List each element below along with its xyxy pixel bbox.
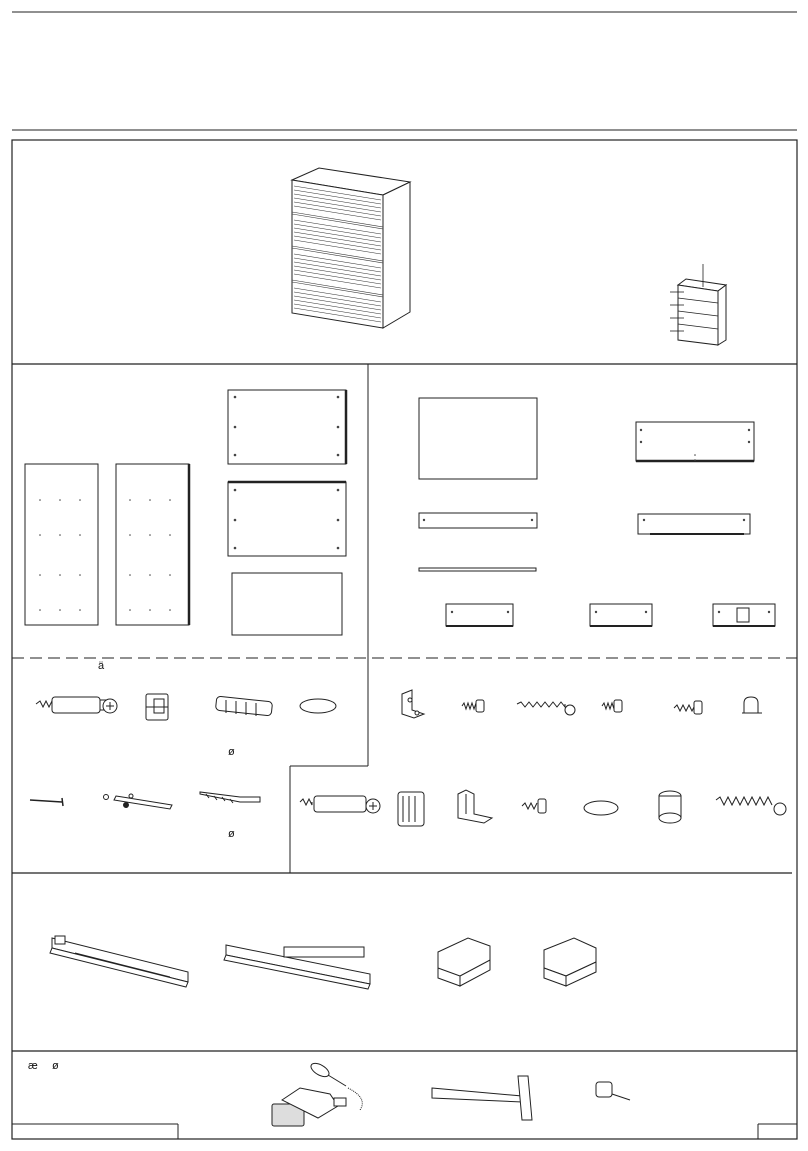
label-o-slash-2: ø	[228, 828, 235, 840]
label-o-slash-1: ø	[228, 746, 235, 758]
tools-label-o: ø	[52, 1060, 59, 1072]
tools-label-ae: æ	[28, 1060, 38, 1072]
label-a-umlaut: ä	[98, 660, 105, 672]
